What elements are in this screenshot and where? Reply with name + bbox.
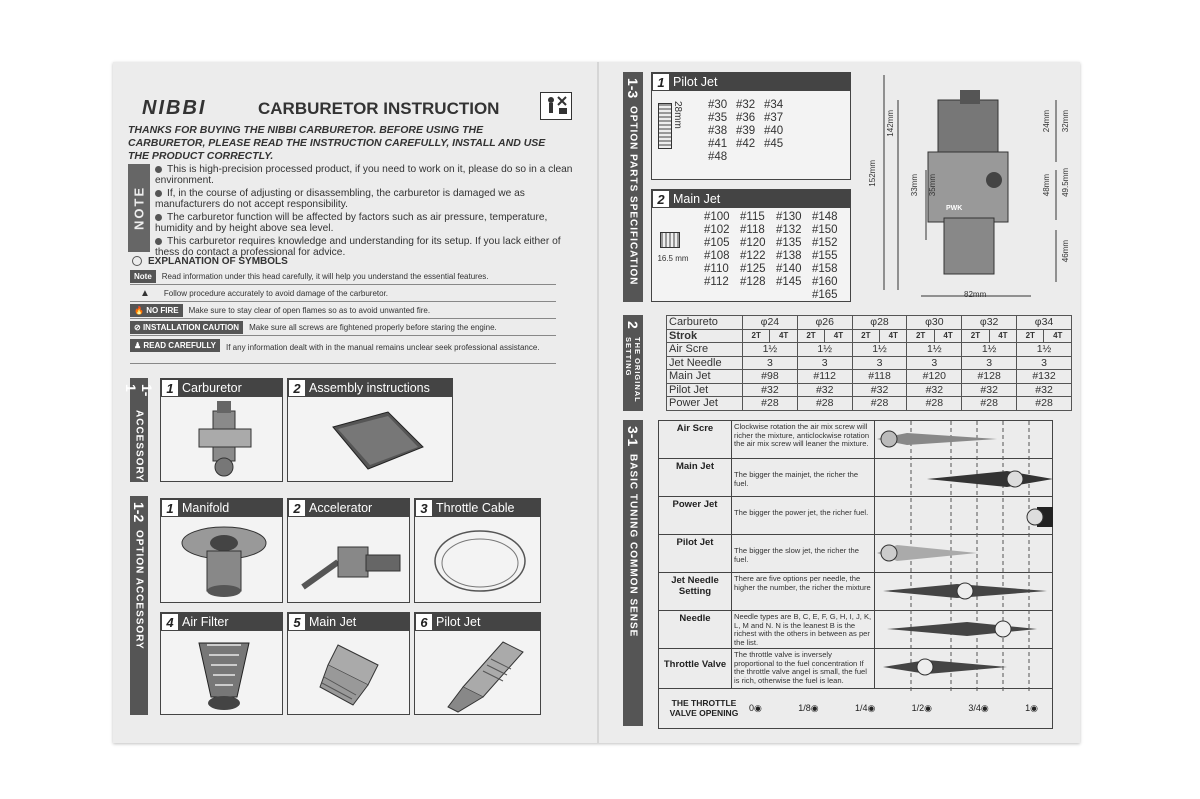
tuning-row: Pilot Jet The bigger the slow jet, the richer the fuel. <box>659 535 1052 573</box>
pilot-jet-dim: 28mm <box>672 101 683 129</box>
dim-24: 24mm <box>1042 110 1051 133</box>
page-title: CARBURETOR INSTRUCTION <box>258 99 500 118</box>
dim-142: 142mm <box>886 110 895 137</box>
opening-1-4: 1/4◉ <box>854 702 876 713</box>
carburetor-diagram <box>866 70 1076 306</box>
opening-1-2: 1/2◉ <box>911 702 933 713</box>
note-item: If, in the course of adjusting or disassembling, the carburetor is damaged we as manufacturers do not accept responsibility. <box>155 188 525 210</box>
opening-1: 1◉ <box>1025 702 1038 713</box>
opening-3-4: 3/4◉ <box>968 702 989 713</box>
symbols-heading: EXPLANATION OF SYMBOLS <box>132 256 288 267</box>
section-1-1-bar: 1-1 ACCESSORY <box>130 378 148 482</box>
no-fire-tag: 🔥 NO FIRE <box>130 304 183 317</box>
dim-35: 35mm <box>928 174 937 197</box>
throttle-cable-box: 3 Throttle Cable <box>414 498 541 603</box>
main-jet-image <box>308 637 393 713</box>
tuning-row: Power Jet The bigger the power jet, the richer fuel. <box>659 497 1052 535</box>
warning-icon: ▲ <box>140 287 150 299</box>
opening-0: 0◉ <box>749 702 762 713</box>
note-block <box>128 164 572 256</box>
pilot-jet-icon <box>658 103 672 149</box>
throttle-opening-row: THE THROTTLE VALVE OPENING 0◉ 1/8◉ 1/4◉ 1/2◉ 3/4◉ 1◉ <box>669 698 1038 718</box>
section-2-bar: 2 THE ORIGINAL SETTING <box>623 315 643 411</box>
tuning-row: Main Jet The bigger the mainjet, the richer the fuel. <box>659 459 1052 497</box>
manifold-image <box>179 521 269 599</box>
table-row: Air Scre 1½ 1½ 1½ 1½ 1½ 1½ <box>667 343 1072 357</box>
circle-icon <box>132 256 142 266</box>
accelerator-box: 2 Accelerator <box>287 498 410 603</box>
manifold-box: 1 Manifold <box>160 498 283 603</box>
note-item: The carburetor function will be affected by factors such as air pressure, temperature, humidity and by height above sea level. <box>155 212 548 234</box>
dim-33: 33mm <box>910 174 919 197</box>
tuning-row: Throttle Valve The throttle valve is inversely proportional to the fuel concentration If the throttle valve angel is small, the fuel is rich, otherwise the fuel is lean. <box>659 649 1052 689</box>
note-item: This is high-precision processed product, if you need to work on it, please do so in a clean environment. <box>155 164 573 186</box>
carburetor-box: 1 Carburetor <box>160 378 283 482</box>
dim-48: 48mm <box>1042 174 1051 197</box>
dim-82: 82mm <box>964 290 987 299</box>
read-carefully-tag: ♟ READ CAREFULLY <box>130 339 220 352</box>
section-1-2-bar: 1-2 OPTION ACCESSORY <box>130 496 148 715</box>
air-filter-box: 4 Air Filter <box>160 612 283 715</box>
table-row: Jet Needle 3 3 3 3 3 3 <box>667 356 1072 370</box>
assembly-instructions-box: 2 Assembly instructions <box>287 378 453 482</box>
brand-logo: NIBBI <box>142 97 207 119</box>
symbol-row: ▲ Follow procedure accurately to avoid damage of the carburetor. <box>130 285 556 302</box>
tuning-row: Needle Needle types are B, C, E, F, G, H, I, J, K, L, M and N. N is the leanest B is the richest with the others in between as per the list. <box>659 611 1052 649</box>
table-row: Strok 2T 4T 2T 4T 2T 4T 2T 4T 2T 4T 2T 4T <box>667 329 1072 343</box>
main-jet-box: 5 Main Jet <box>287 612 410 715</box>
tools-icon <box>540 92 572 120</box>
installation-caution-tag: ⊘ INSTALLATION CAUTION <box>130 321 243 334</box>
pilot-jet-box: 6 Pilot Jet <box>414 612 541 715</box>
symbol-row: 🔥 NO FIRE Make sure to stay clear of open flames so as to avoid unwanted fire. <box>130 302 556 319</box>
carburetor-image <box>191 401 261 479</box>
main-jet-icon <box>660 232 680 248</box>
dim-32: 32mm <box>1061 110 1070 133</box>
tuning-row: Jet Needle Setting There are five options per needle, the higher the number, the richer the mixture <box>659 573 1052 611</box>
pilot-jet-spec-box: 1 Pilot Jet 28mm #30 #32 #34 #35 #36 #37 #38 #39 #40 #41 #42 #45 #48 <box>651 72 851 180</box>
main-jet-dim: 16.5 mm <box>657 254 689 263</box>
table-row: Pilot Jet #32 #32 #32 #32 #32 #32 <box>667 383 1072 397</box>
table-row: Carbureto φ24 φ26 φ28 φ30 φ32 φ34 <box>667 316 1072 330</box>
page-fold <box>597 62 599 743</box>
note-label: NOTE <box>128 164 150 252</box>
pilot-jet-sizes: #30 #32 #34 #35 #36 #37 #38 #39 #40 #41 #42 #45 #48 <box>708 99 784 163</box>
accelerator-image <box>298 527 403 597</box>
dim-152: 152mm <box>868 160 877 187</box>
symbols-list <box>130 268 556 364</box>
note-item: This carburetor requires knowledge and understanding for its setup. If you lack either of thess do contact a professional for advice. <box>155 236 561 258</box>
dim-49-5: 49.5mm <box>1061 168 1070 197</box>
tuning-row: Air Scre Clockwise rotation the air mix screw will richer the mixture, anticlockwise rotation the air mix screw will leaner the mixture. <box>659 421 1052 459</box>
original-setting-table <box>666 315 1072 411</box>
symbol-row: ♟ READ CAREFULLY If any information dealt with in the manual remains unclear seek professional assistance. <box>130 336 556 364</box>
booklet-image <box>328 407 428 477</box>
table-row: Power Jet #28 #28 #28 #28 #28 #28 <box>667 397 1072 411</box>
table-row: Main Jet #98 #112 #118 #120 #128 #132 <box>667 370 1072 384</box>
pilot-jet-image <box>433 637 533 713</box>
symbol-row: Note Read information under this head carefully, it will help you understand the essential features. <box>130 268 556 285</box>
carb-body-label: PWK <box>946 205 963 212</box>
intro-text: THANKS FOR BUYING THE NIBBI CARBURETOR. BEFORE USING THE CARBURETOR, PLEASE READ THE INSTRUCTION CAREFULLY, INSTALL AND USE THE PRODUCT CORRECTLY. <box>128 124 546 162</box>
tuning-diagram <box>877 421 1053 691</box>
main-jet-spec-box: 2 Main Jet 16.5 mm #100 #115 #130 #148 #102 #118 #132 #150 #105 #120 #135 #152 #108 #122 #138 #155 #110 #125 #140 #158 #112 #128 #145 #160 #165 <box>651 189 851 302</box>
section-1-3-bar: 1-3 OPTION PARTS SPECIFICATION <box>623 72 643 302</box>
section-3-1-bar: 3-1 BASIC TUNING COMMON SENSE <box>623 420 643 726</box>
throttle-cable-image <box>425 521 535 599</box>
dim-46: 46mm <box>1061 240 1070 263</box>
symbol-row: ⊘ INSTALLATION CAUTION Make sure all screws are fightened properly before staring the engine. <box>130 319 556 336</box>
air-filter-image <box>189 635 259 713</box>
opening-1-8: 1/8◉ <box>798 702 819 713</box>
main-jet-sizes: #100 #115 #130 #148 #102 #118 #132 #150 #105 #120 #135 #152 #108 #122 #138 #155 #110 #125 #140 #158 #112 #128 #145 #160 #165 <box>704 211 838 301</box>
tuning-chart <box>658 420 1053 729</box>
